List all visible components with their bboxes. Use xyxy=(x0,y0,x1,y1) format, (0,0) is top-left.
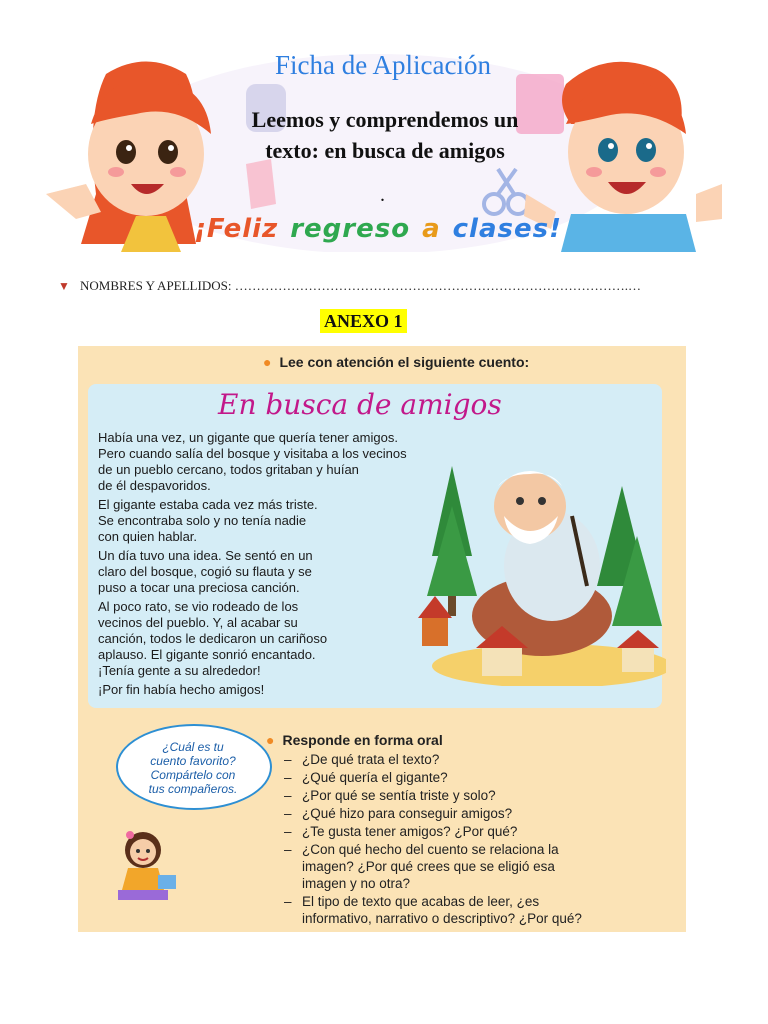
story-paragraph xyxy=(98,430,407,494)
list-item: – El tipo de texto que acabas de leer, ¿es informativo, narrativo o descriptivo? ¿Por qué? xyxy=(284,894,582,926)
slogan-word: a xyxy=(422,214,441,244)
story-line: Un día tuvo una idea. Se sentó en un xyxy=(98,548,313,563)
story-line: Se encontraba solo y no tenía nadie xyxy=(98,513,307,528)
question-text: ¿Con qué hecho del cuento se relaciona la xyxy=(302,842,559,857)
story-line: puso a tocar una preciosa canción. xyxy=(98,580,300,595)
list-item: – ¿Qué quería el gigante? xyxy=(284,770,448,785)
story-line: ¡Por fin había hecho amigos! xyxy=(98,682,265,697)
story-line: ¡Tenía gente a su alrededor! xyxy=(98,663,261,678)
names-label: NOMBRES Y APELLIDOS: xyxy=(80,278,232,293)
bubble-line: tus compañeros. xyxy=(148,782,238,796)
story-line: Al poco rato, se vio rodeado de los xyxy=(98,599,299,614)
question-text: ¿De qué trata el texto? xyxy=(302,752,440,767)
bubble-line: ¿Cuál es tu xyxy=(162,740,224,754)
worksheet-panel xyxy=(78,346,686,932)
story-line: vecinos del pueblo. Y, al acabar su xyxy=(98,615,298,630)
story-paragraph xyxy=(98,548,407,596)
instruction-text: Lee con atención el siguiente cuento: xyxy=(279,354,530,370)
story-paragraph xyxy=(98,682,407,698)
story-line: de él despavoridos. xyxy=(98,478,211,493)
subtitle-line: Leemos y comprendemos un xyxy=(251,107,519,132)
slogan xyxy=(188,214,568,244)
slogan-word: clases! xyxy=(452,214,562,244)
story-text xyxy=(98,430,407,701)
question-text: ¿Por qué se sentía triste y solo? xyxy=(302,788,496,803)
page-title: Ficha de Aplicación xyxy=(275,50,491,80)
lesson-subtitle xyxy=(220,104,550,166)
story-paragraph xyxy=(98,497,407,545)
list-item: – ¿De qué trata el texto? xyxy=(284,752,440,767)
story-line: con quien hablar. xyxy=(98,529,198,544)
question-text: El tipo de texto que acabas de leer, ¿es xyxy=(302,894,540,909)
questions-title-text: Responde en forma oral xyxy=(282,732,443,748)
story-paragraph xyxy=(98,599,407,679)
story-title: En busca de amigos xyxy=(218,388,502,421)
bubble-line: cuento favorito? xyxy=(150,754,236,768)
subtitle-line: texto: en busca de amigos xyxy=(265,138,505,163)
decorative-dot: . xyxy=(380,184,385,206)
story-line: canción, todos le dedicaron un cariñoso xyxy=(98,631,328,646)
questions-list xyxy=(284,751,680,928)
bullet-icon: ● xyxy=(266,732,275,748)
list-item: – ¿Por qué se sentía triste y solo? xyxy=(284,788,496,803)
header-banner xyxy=(46,44,722,252)
bubble-line: Compártelo con xyxy=(150,768,236,782)
giant-illustration xyxy=(412,446,666,686)
story-line: Había una vez, un gigante que quería tener amigos. xyxy=(98,430,398,445)
question-text: ¿Te gusta tener amigos? ¿Por qué? xyxy=(302,824,518,839)
story-line: claro del bosque, cogió su flauta y se xyxy=(98,564,312,579)
story-line: Pero cuando salía del bosque y visitaba a los vecinos xyxy=(98,446,407,461)
bubble-text xyxy=(134,740,252,796)
slogan-word: ¡Feliz xyxy=(194,214,279,244)
questions-title xyxy=(266,732,443,748)
girl-reading-illustration xyxy=(98,820,188,910)
question-text: informativo, narrativo o descriptivo? ¿Por qué? xyxy=(302,911,582,926)
girl-illustration xyxy=(46,62,211,253)
list-item: – ¿Qué hizo para conseguir amigos? xyxy=(284,806,513,821)
bullet-icon: ● xyxy=(263,354,272,370)
names-input-line[interactable]: ……………………………………………………………………………….… xyxy=(234,278,641,293)
question-text: ¿Qué hizo para conseguir amigos? xyxy=(302,806,513,821)
question-text: imagen? ¿Por qué crees que se eligió esa xyxy=(302,859,555,874)
arrow-bullet-icon: ▼ xyxy=(58,279,70,293)
story-line: El gigante estaba cada vez más triste. xyxy=(98,497,318,512)
list-item: – ¿Te gusta tener amigos? ¿Por qué? xyxy=(284,824,518,839)
list-item: – ¿Con qué hecho del cuento se relaciona la imagen? ¿Por qué crees que se eligió esa imagen y no otra? xyxy=(284,842,559,891)
reading-instruction xyxy=(263,354,529,370)
story-line: aplauso. El gigante sonrió encantado. xyxy=(98,647,316,662)
question-text: imagen y no otra? xyxy=(302,876,411,891)
annex-label: ANEXO 1 xyxy=(320,309,407,333)
names-field-row xyxy=(58,278,708,294)
question-text: ¿Qué quería el gigante? xyxy=(302,770,448,785)
slogan-word: regreso xyxy=(290,214,411,244)
story-line: de un pueblo cercano, todos gritaban y huían xyxy=(98,462,359,477)
